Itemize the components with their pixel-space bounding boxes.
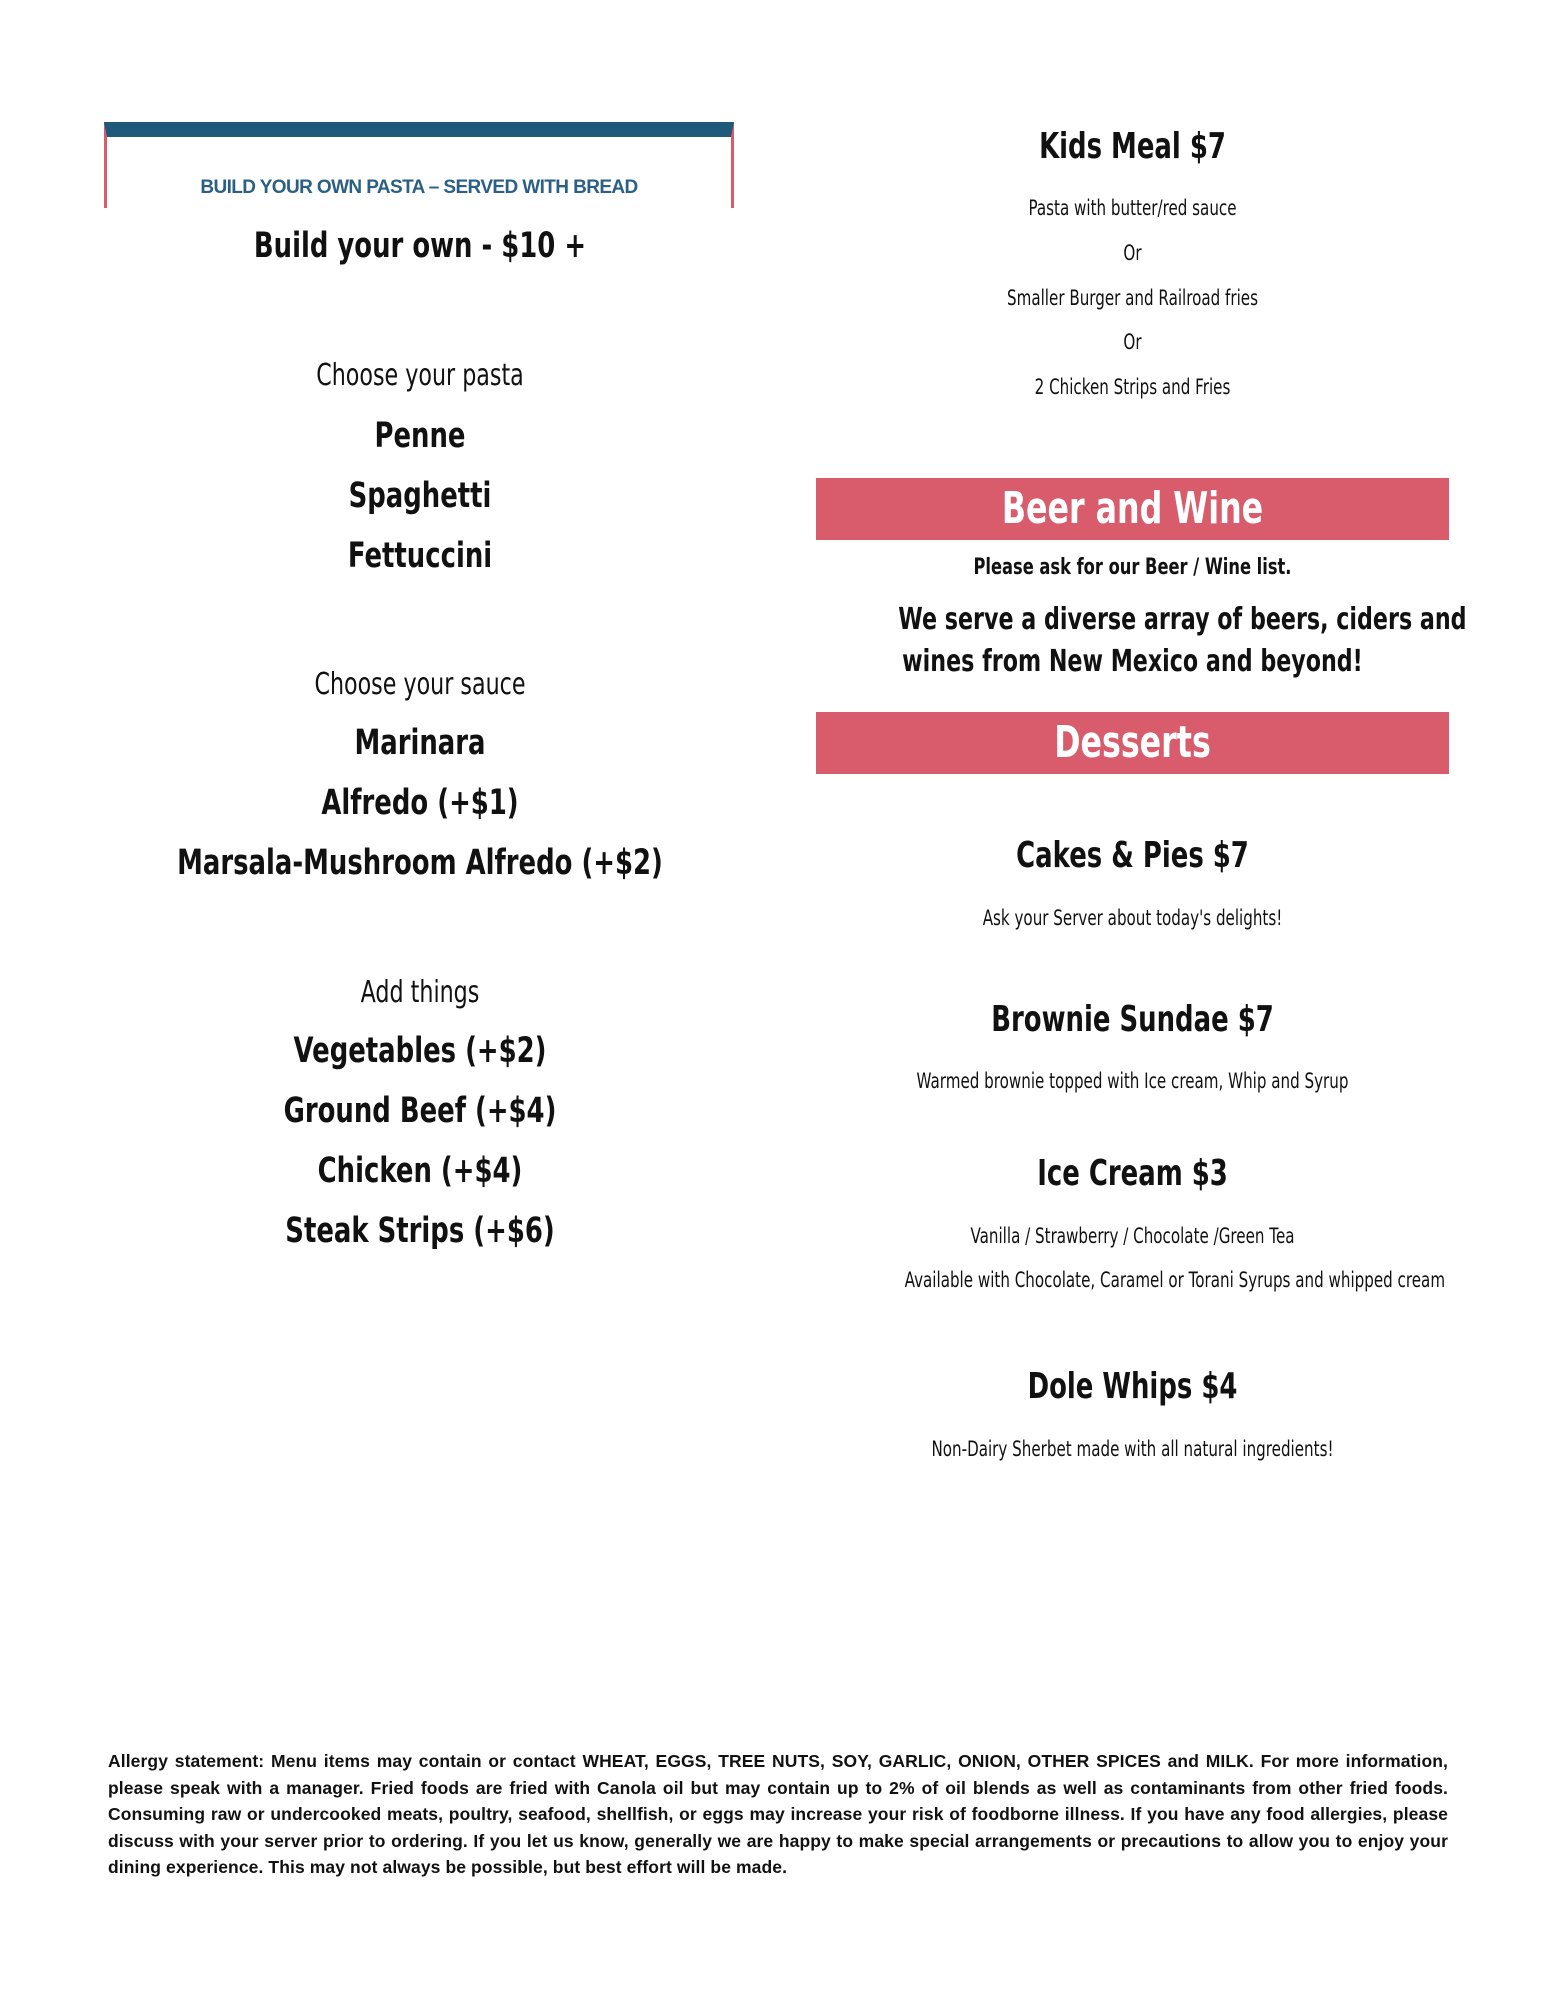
beer-wine-line: We serve a diverse array of beers, ciders and [898,602,1467,637]
beer-wine-note: Please ask for our Beer / Wine list. [973,555,1292,580]
dessert-desc: Vanilla / Strawberry / Chocolate /Green Tea [970,1224,1295,1248]
pasta-option: Penne [374,416,466,456]
pasta-column [90,0,750,1300]
kids-meal-line: 2 Chicken Strips and Fries [1034,375,1231,399]
dessert-name: Brownie Sundae $7 [991,999,1274,1040]
right-column [816,0,1467,1500]
beer-wine-banner [816,478,1449,540]
pasta-option: Spaghetti [348,476,492,516]
dessert-name: Cakes & Pies $7 [1016,835,1249,876]
build-price: Build your own - $10 + [253,226,587,266]
dessert-desc: Non-Dairy Sherbet made with all natural ingredients! [931,1437,1334,1461]
allergy-statement: Allergy statement: Menu items may contain or contact WHEAT, EGGS, TREE NUTS, SOY, GARLIC, ONION, OTHER SPICES and MILK. For more information, please speak with a manager. Fried foods are fried with Canola oil but may contain up to 2% of oil blends as well as contaminants from other fried foods. Consuming raw or undercooked meats, poultry, seafood, shellfish, or eggs may increase your risk of foodborne illness. If you have any food allergies, please discuss with your server prior to ordering. If you let us know, generally we are happy to make special arrangements or precautions to allow you to enjoy your dining experience. This may not always be possible, but best effort will be made. [108,1751,1448,1877]
pasta-option: Fettuccini [347,536,493,576]
choose-pasta-heading: Choose your pasta [316,358,524,393]
choose-sauce-heading: Choose your sauce [314,667,526,702]
desserts-title: Desserts [1054,717,1211,768]
dessert-desc: Warmed brownie topped with Ice cream, Whip and Syrup [916,1069,1349,1093]
dessert-desc: Available with Chocolate, Caramel or Torani Syrups and whipped cream [904,1268,1446,1292]
beer-wine-line: wines from New Mexico and beyond! [902,644,1363,679]
kids-meal-line: Smaller Burger and Railroad fries [1007,286,1258,310]
kids-meal-line: Pasta with butter/red sauce [1028,196,1237,220]
kids-meal-line: Or [1123,241,1142,265]
add-things-heading: Add things [360,975,480,1010]
pasta-header-title: BUILD YOUR OWN PASTA – SERVED WITH BREAD [200,177,638,198]
sauce-option: Alfredo (+$1) [321,783,519,823]
addon-option: Steak Strips (+$6) [285,1211,555,1251]
kids-meal-title: Kids Meal $7 [1039,126,1226,167]
kids-meal-line: Or [1123,330,1142,354]
dessert-name: Dole Whips $4 [1027,1366,1238,1407]
sauce-option: Marsala-Mushroom Alfredo (+$2) [177,843,663,883]
sauce-option: Marinara [354,723,486,763]
beer-wine-title: Beer and Wine [1001,483,1264,534]
dessert-desc: Ask your Server about today's delights! [982,906,1283,930]
addon-option: Vegetables (+$2) [293,1031,547,1071]
addon-option: Chicken (+$4) [317,1151,523,1191]
desserts-banner [816,712,1449,774]
addon-option: Ground Beef (+$4) [283,1091,557,1131]
dessert-name: Ice Cream $3 [1037,1153,1228,1194]
